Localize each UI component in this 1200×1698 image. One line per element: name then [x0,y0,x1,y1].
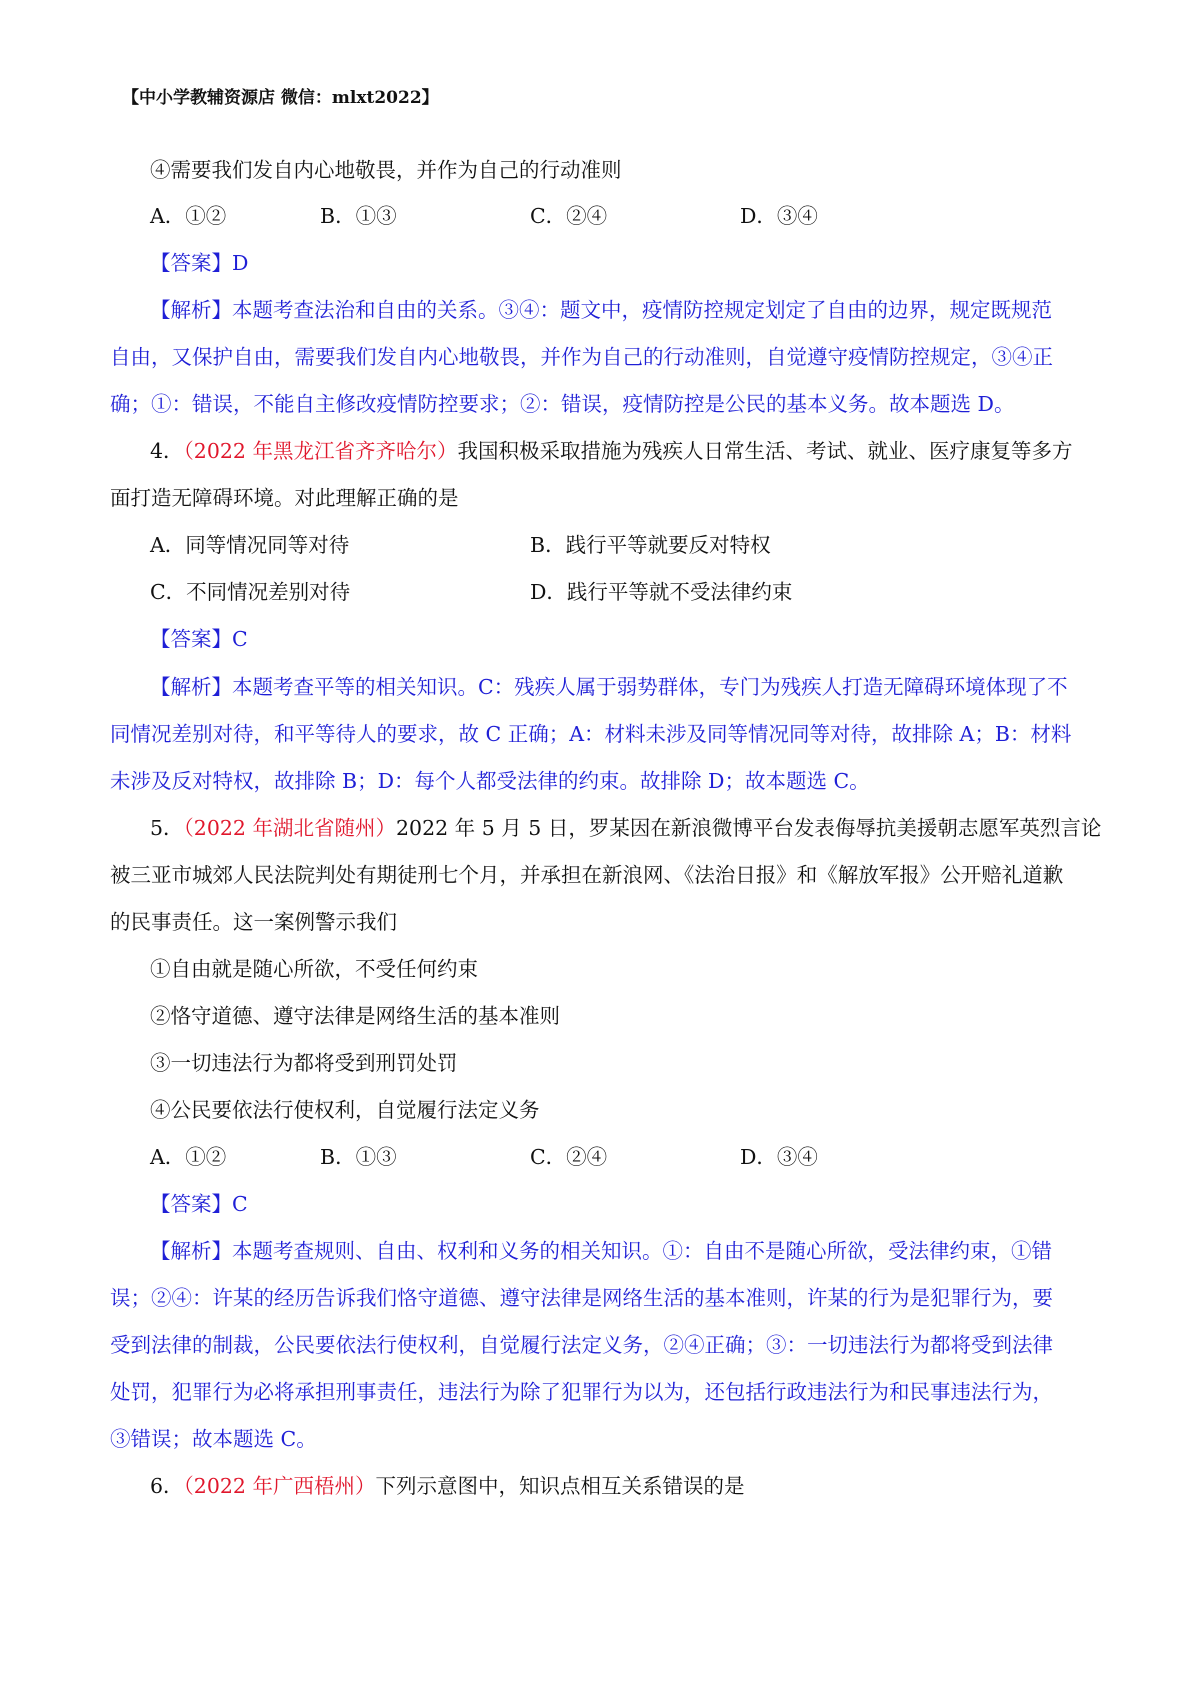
q5-source: （2022 年湖北省随州） [183,816,396,840]
q4-source: （2022 年黑龙江省齐齐哈尔） [183,439,458,463]
q3-analysis-line-3: 确；①：错误，不能自主修改疫情防控要求；②：错误，疫情防控是公民的基本义务。故本题选 D。 [110,392,1015,416]
q5-analysis-line-4: 处罚，犯罪行为必将承担刑事责任，违法行为除了犯罪行为以为，还包括行政违法行为和民事违法行为， [110,1380,1053,1404]
q5-number: 5． [150,816,184,840]
q3-option-c: C．②④ [530,204,608,228]
q3-analysis-line-2: 自由，又保护自由，需要我们发自内心地敬畏，并作为自己的行动准则，自觉遵守疫情防控规定，③④正 [110,345,1053,369]
q5-option-a: A．①② [150,1145,227,1169]
q4-option-a: A．同等情况同等对待 [150,533,350,557]
q4-analysis-label: 【解析】 [150,675,232,699]
q6-source: （2022 年广西梧州） [183,1474,376,1498]
page-header: 【中小学教辅资源店 微信：mlxt2022】 [122,88,439,108]
q5-option-c: C．②④ [530,1145,608,1169]
q5-answer: 【答案】C [150,1192,248,1216]
q3-analysis-label: 【解析】 [150,298,232,322]
q3-option-b: B．①③ [320,204,397,228]
q5-statement-2: ②恪守道德、遵守法律是网络生活的基本准则 [150,1004,560,1028]
q6-number: 6． [150,1474,184,1498]
q5-statement-3: ③一切违法行为都将受到刑罚处罚 [150,1051,458,1075]
q4-stem-line-1: 4．（2022 年黑龙江省齐齐哈尔）我国积极采取措施为残疾人日常生活、考试、就业、医疗康复等多方 [150,439,1073,463]
q4-option-d: D．践行平等就不受法律约束 [530,580,793,604]
q3-option-a: A．①② [150,204,227,228]
q5-stem-line-2: 被三亚市城郊人民法院判处有期徒刑七个月，并承担在新浪网、《法治日报》和《解放军报》公开赔礼道歉 [110,863,1064,887]
q5-analysis-label: 【解析】 [150,1239,232,1263]
q5-option-b: B．①③ [320,1145,397,1169]
q5-stem-line-3: 的民事责任。这一案例警示我们 [110,910,397,934]
q3-answer: 【答案】D [150,251,249,275]
q3-statement-4: ④需要我们发自内心地敬畏，并作为自己的行动准则 [150,158,622,182]
q5-stem-line-1: 5．（2022 年湖北省随州）2022 年 5 月 5 日，罗某因在新浪微博平台发表侮辱抗美援朝志愿军英烈言论 [150,816,1102,840]
q5-analysis-line-2: 误；②④：许某的经历告诉我们恪守道德、遵守法律是网络生活的基本准则，许某的行为是犯罪行为，要 [110,1286,1053,1310]
q4-option-b: B．践行平等就要反对特权 [530,533,771,557]
q4-option-c: C．不同情况差别对待 [150,580,351,604]
q5-analysis-line-5: ③错误；故本题选 C。 [110,1427,317,1451]
q4-number: 4． [150,439,184,463]
q3-option-d: D．③④ [740,204,818,228]
q4-analysis-line-1: 【解析】本题考查平等的相关知识。C：残疾人属于弱势群体，专门为残疾人打造无障碍环境体现了不 [150,675,1068,699]
q5-option-d: D．③④ [740,1145,818,1169]
q4-analysis-line-2: 同情况差别对待，和平等待人的要求，故 C 正确；A：材料未涉及同等情况同等对待，故排除 A；B：材料 [110,722,1072,746]
q6-stem: 6．（2022 年广西梧州）下列示意图中，知识点相互关系错误的是 [150,1474,745,1498]
q5-analysis-line-3: 受到法律的制裁，公民要依法行使权利，自觉履行法定义务，②④正确；③：一切违法行为都将受到法律 [110,1333,1053,1357]
q3-analysis-line-1: 【解析】本题考查法治和自由的关系。③④：题文中，疫情防控规定划定了自由的边界，规定既规范 [150,298,1052,322]
q4-stem-line-2: 面打造无障碍环境。对此理解正确的是 [110,486,459,510]
q4-answer: 【答案】C [150,627,248,651]
q5-analysis-line-1: 【解析】本题考查规则、自由、权利和义务的相关知识。①：自由不是随心所欲，受法律约束，①错 [150,1239,1052,1263]
q5-statement-4: ④公民要依法行使权利，自觉履行法定义务 [150,1098,540,1122]
q5-statement-1: ①自由就是随心所欲，不受任何约束 [150,957,478,981]
q4-analysis-line-3: 未涉及反对特权，故排除 B；D：每个人都受法律的约束。故排除 D；故本题选 C。 [110,769,870,793]
